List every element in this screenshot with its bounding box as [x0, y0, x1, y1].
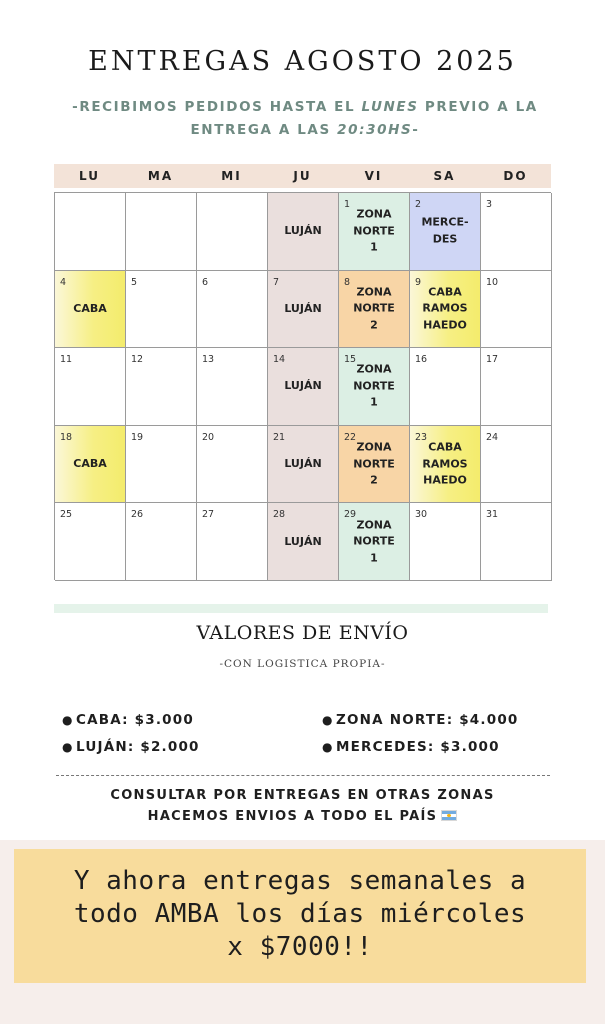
delivery-zone-label: ZONA NORTE 2 [353, 285, 395, 332]
bullet-icon: ● [62, 713, 74, 727]
calendar-day-cell [268, 426, 339, 504]
day-number: 11 [60, 354, 73, 366]
weekday-label: JU [293, 169, 312, 183]
calendar-day-cell [410, 426, 481, 504]
divider-bar [54, 604, 548, 613]
rates-list-right [322, 707, 519, 761]
delivery-zone-label: LUJÁN [284, 456, 322, 470]
weekday-label: LU [79, 169, 100, 183]
calendar-day-cell [410, 503, 481, 581]
day-number: 25 [60, 509, 73, 521]
calendar-day-cell [481, 503, 552, 581]
rate-item [322, 734, 519, 761]
delivery-zone-label: LUJÁN [284, 301, 322, 315]
shipping-rates-subtitle: -CON LOGISTICA PROPIA- [219, 658, 386, 670]
day-number: 21 [273, 431, 286, 443]
day-number: 9 [415, 276, 422, 288]
rates-list-left [62, 707, 200, 761]
rate-item [322, 707, 519, 734]
consult-line-2: HACEMOS ENVIOS A TODO EL PAÍS [147, 809, 438, 824]
calendar-day-cell [268, 348, 339, 426]
calendar-day-cell [339, 348, 410, 426]
day-number: 26 [131, 509, 144, 521]
deadline-text-1a: -RECIBIMOS PEDIDOS HASTA EL [72, 99, 362, 115]
page-title: ENTREGAS AGOSTO 2025 [88, 46, 517, 77]
rate-text: MERCEDES: $3.000 [336, 739, 500, 755]
day-number: 28 [273, 509, 286, 521]
day-number: 1 [344, 199, 351, 210]
rate-item [62, 734, 200, 761]
calendar-day-cell [55, 193, 126, 271]
day-number: 3 [486, 199, 493, 210]
day-number: 24 [486, 431, 499, 443]
calendar-day-cell [339, 426, 410, 504]
deadline-text-2b: - [412, 122, 420, 138]
consult-line-1: CONSULTAR POR ENTREGAS EN OTRAS ZONAS [110, 788, 495, 803]
calendar-day-cell [339, 193, 410, 271]
delivery-zone-label: LUJÁN [284, 379, 322, 393]
day-number: 16 [415, 354, 428, 366]
calendar-day-cell [197, 271, 268, 349]
promo-line-1: Y ahora entregas semanales a [73, 866, 527, 896]
day-number: 2 [415, 199, 422, 210]
calendar-day-cell [268, 271, 339, 349]
deadline-time: 20:30HS [337, 122, 413, 138]
rate-text: CABA: $3.000 [76, 712, 194, 728]
calendar-grid [54, 192, 551, 580]
calendar-day-cell [126, 271, 197, 349]
day-number: 31 [486, 509, 499, 521]
calendar-day-cell [268, 503, 339, 581]
calendar-day-cell [126, 193, 197, 271]
day-number: 20 [202, 431, 215, 443]
deadline-text-1b: PREVIO A LA [418, 99, 538, 115]
day-number: 23 [415, 431, 428, 443]
delivery-zone-label: ZONA NORTE 1 [353, 207, 395, 254]
delivery-zone-label: CABA [73, 456, 107, 470]
day-number: 17 [486, 354, 499, 366]
calendar-day-cell [410, 348, 481, 426]
calendar-day-cell [55, 271, 126, 349]
delivery-zone-label: ZONA NORTE 2 [353, 440, 395, 487]
calendar-day-cell [481, 271, 552, 349]
calendar-day-cell [197, 193, 268, 271]
argentina-flag-icon [441, 810, 457, 821]
delivery-zone-label: MERCE- DES [421, 215, 469, 246]
bullet-icon: ● [62, 740, 74, 754]
bullet-icon: ● [322, 740, 334, 754]
consult-note [0, 785, 605, 827]
calendar-day-cell [197, 348, 268, 426]
delivery-zone-label: CABA [73, 301, 107, 315]
calendar-day-cell [410, 271, 481, 349]
calendar-day-cell [481, 193, 552, 271]
bullet-icon: ● [322, 713, 334, 727]
order-deadline-note [40, 96, 570, 142]
calendar-day-cell [268, 193, 339, 271]
day-number: 18 [60, 431, 73, 443]
calendar-day-cell [126, 348, 197, 426]
day-number: 22 [344, 431, 357, 443]
weekday-label: VI [364, 169, 383, 183]
day-number: 15 [344, 354, 357, 366]
day-number: 5 [131, 276, 138, 288]
promo-line-2: todo AMBA los días miércoles [73, 899, 527, 929]
consult-line-2-wrap [0, 806, 605, 827]
rate-text: LUJÁN: $2.000 [76, 739, 200, 755]
promo-line-3: x $7000!! [227, 932, 373, 962]
delivery-zone-label: LUJÁN [284, 534, 322, 548]
calendar-day-cell [55, 426, 126, 504]
day-number: 7 [273, 276, 280, 288]
delivery-zone-label: LUJÁN [284, 224, 322, 238]
weekday-label: SA [433, 169, 456, 183]
day-number: 19 [131, 431, 144, 443]
deadline-text-2a: ENTREGA A LAS [190, 122, 338, 138]
calendar-day-cell [410, 193, 481, 271]
calendar-day-cell [197, 503, 268, 581]
shipping-rates-title: VALORES DE ENVÍO [196, 622, 409, 644]
rate-item [62, 707, 200, 734]
weekday-label: DO [503, 169, 528, 183]
deadline-day: LUNES [361, 99, 419, 115]
day-number: 4 [60, 276, 67, 288]
calendar-day-cell [339, 503, 410, 581]
calendar-day-cell [197, 426, 268, 504]
delivery-zone-label: CABA RAMOS HAEDO [422, 285, 468, 332]
day-number: 8 [344, 276, 351, 288]
weekday-label: MI [221, 169, 242, 183]
calendar-day-cell [126, 503, 197, 581]
calendar-day-cell [339, 271, 410, 349]
day-number: 10 [486, 276, 499, 288]
day-number: 13 [202, 354, 215, 366]
day-number: 12 [131, 354, 144, 366]
weekday-label: MA [147, 169, 174, 183]
calendar-weekday-header [54, 164, 551, 188]
day-number: 6 [202, 276, 209, 288]
day-number: 27 [202, 509, 215, 521]
calendar-day-cell [481, 348, 552, 426]
promo-banner [14, 849, 586, 983]
day-number: 14 [273, 354, 286, 366]
calendar-day-cell [481, 426, 552, 504]
delivery-zone-label: ZONA NORTE 1 [353, 362, 395, 409]
rate-text: ZONA NORTE: $4.000 [336, 712, 519, 728]
calendar-day-cell [55, 348, 126, 426]
day-number: 29 [344, 509, 357, 521]
day-number: 30 [415, 509, 428, 521]
calendar-day-cell [126, 426, 197, 504]
dashed-divider [56, 775, 550, 776]
calendar-day-cell [55, 503, 126, 581]
delivery-zone-label: ZONA NORTE 1 [353, 517, 395, 564]
delivery-zone-label: CABA RAMOS HAEDO [422, 440, 468, 487]
